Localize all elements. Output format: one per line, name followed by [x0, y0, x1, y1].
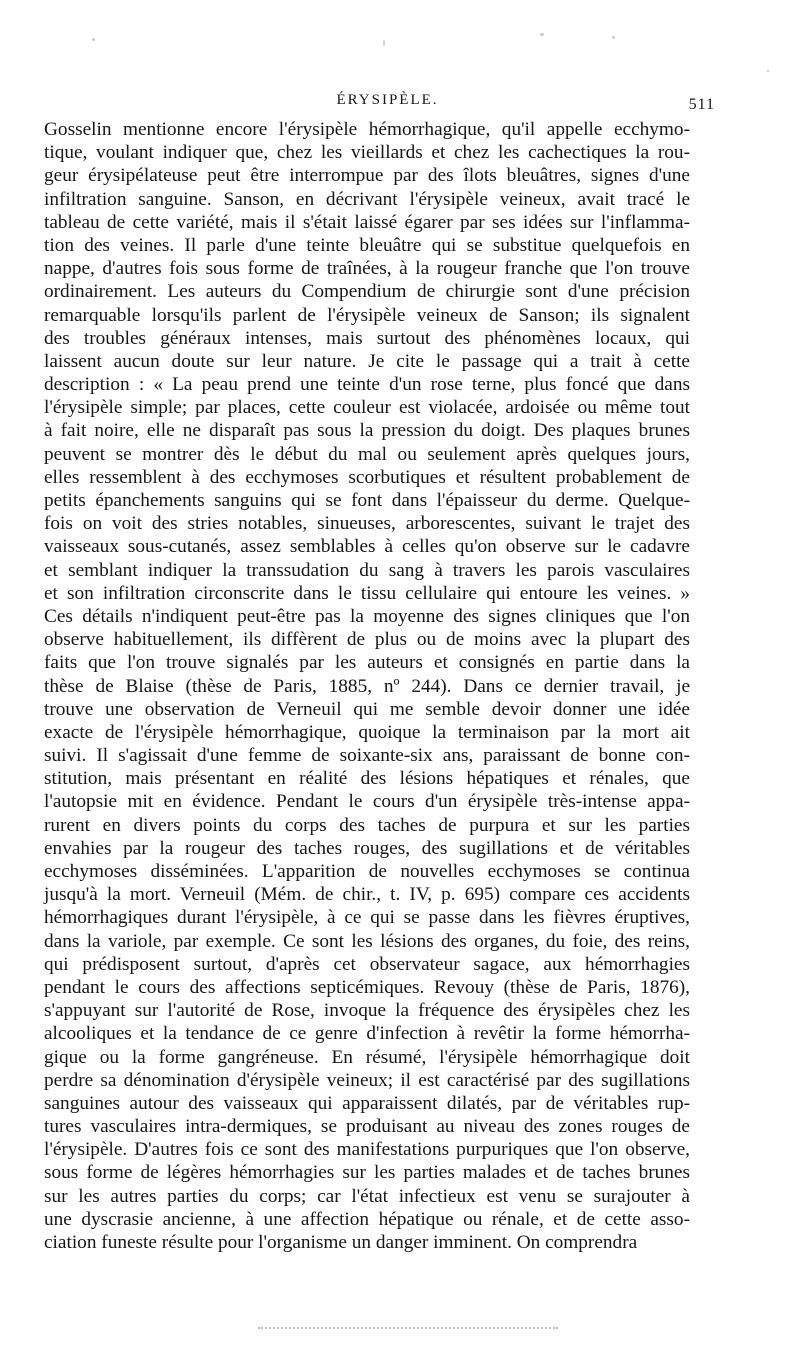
text-line: Gosselin mentionne encore l'érysipèle hémorrhagique, qu'il appelle ecchymo-: [44, 119, 690, 140]
text-line: et semblant indiquer la transsudation du sang à travers les parois vasculaires: [44, 559, 690, 581]
scan-speck: [383, 40, 385, 46]
text-line: description : « La peau prend une teinte d'un rose terne, plus foncé que dans: [44, 374, 690, 396]
text-line: infiltration sanguine. Sanson, en décrivant l'érysipèle veineux, avait tracé le: [44, 188, 690, 210]
body-text: [44, 118, 690, 1254]
scan-speck: [612, 36, 615, 39]
text-line: l'autopsie mit en évidence. Pendant le cours d'un érysipèle très-intense appa-: [44, 791, 690, 813]
text-line: peuvent se montrer dès le début du mal ou seulement après quelques jours,: [44, 443, 690, 465]
text-line: tion des veines. Il parle d'une teinte bleuâtre qui se substitue quelquefois en: [44, 234, 690, 256]
text-line: une dyscrasie ancienne, à une affection hépatique ou rénale, et de cette asso-: [44, 1208, 690, 1230]
page-header: [60, 92, 715, 118]
text-line: stitution, mais présentant en réalité des lésions hépatiques et rénales, que: [44, 768, 690, 790]
text-line: l'érysipèle. D'autres fois ce sont des manifestations purpuriques que l'on observe,: [44, 1139, 690, 1161]
text-line: ciation funeste résulte pour l'organisme un danger imminent. On comprendra: [44, 1232, 638, 1253]
text-line: sous forme de légères hémorrhagies sur les parties malades et de taches brunes: [44, 1162, 690, 1184]
text-line: à fait noire, elle ne disparaît pas sous la pression du doigt. Des plaques brunes: [44, 420, 690, 442]
text-line: geur érysipélateuse peut être interrompue par des îlots bleuâtres, signes d'une: [44, 165, 690, 187]
text-line: envahies par la rougeur des taches rouges, des sugillations et de véritables: [44, 837, 690, 859]
scan-speck: [540, 33, 544, 36]
text-line: vaisseaux sous-cutanés, assez semblables à celles qu'on observe sur le cadavre: [44, 536, 690, 558]
text-line: l'érysipèle simple; par places, cette couleur est violacée, ardoisée ou même tout: [44, 397, 690, 419]
text-line: pendant le cours des affections septicémiques. Revouy (thèse de Paris, 1876),: [44, 976, 690, 998]
text-line: thèse de Blaise (thèse de Paris, 1885, nº 244). Dans ce dernier travail, je: [44, 675, 690, 697]
text-line: laissent aucun doute sur leur nature. Je cite le passage qui a trait à cette: [44, 350, 690, 372]
text-line: trouve une observation de Verneuil qui me semble devoir donner une idée: [44, 698, 690, 720]
text-line: elles ressemblent à des ecchymoses scorbutiques et résultent probablement de: [44, 466, 690, 488]
text-line: hémorrhagiques durant l'érysipèle, à ce qui se passe dans les fièvres éruptives,: [44, 907, 690, 929]
text-line: faits que l'on trouve signalés par les auteurs et consignés en partie dans la: [44, 652, 690, 674]
text-line: dans la variole, par exemple. Ce sont les lésions des organes, du foie, des reins,: [44, 930, 690, 952]
text-line: rurent en divers points du corps des taches de purpura et sur les parties: [44, 814, 690, 836]
page-number: 511: [688, 96, 715, 113]
text-line: petits épanchements sanguins qui se font dans l'épaisseur du derme. Quelque-: [44, 490, 690, 511]
text-line: qui prédisposent surtout, d'après cet observateur sagace, aux hémorrhagies: [44, 953, 690, 975]
text-line: fois on voit des stries notables, sinueuses, arborescentes, suivant le trajet des: [44, 513, 690, 535]
text-line: alcooliques et la tendance de ce genre d'infection à revêtir la forme hémorrha-: [44, 1023, 690, 1045]
text-line: ecchymoses disséminées. L'apparition de nouvelles ecchymoses se continua: [44, 861, 690, 882]
text-line: sur les autres parties du corps; car l'état infectieux est venu se surajouter à: [44, 1185, 690, 1207]
text-line: tique, voulant indiquer que, chez les vieillards et chez les cachectiques la rou-: [44, 142, 690, 164]
scan-speck: [767, 70, 769, 72]
text-line: s'appuyant sur l'autorité de Rose, invoque la fréquence des érysipèles chez les: [44, 1000, 690, 1022]
text-line: suivi. Il s'agissait d'une femme de soixante-six ans, paraissant de bonne con-: [44, 745, 690, 767]
scan-speck: [92, 38, 95, 41]
text-line: Ces détails n'indiquent peut-être pas la moyenne des signes cliniques que l'on: [44, 605, 690, 627]
text-line: nappe, d'autres fois sous forme de traînées, à la rougeur franche que l'on trouve: [44, 258, 690, 280]
text-line: des troubles généraux intenses, mais surtout des phénomènes locaux, qui: [44, 327, 690, 349]
text-line: tures vasculaires intra-dermiques, se produisant au niveau des zones rouges de: [44, 1116, 690, 1138]
text-line: jusqu'à la mort. Verneuil (Mém. de chir., t. IV, p. 695) compare ces accidents: [44, 884, 690, 906]
scan-bottom-artifact: [258, 1327, 558, 1329]
text-line: et son infiltration circonscrite dans le tissu cellulaire qui entoure les veines. »: [44, 582, 690, 604]
running-title: ÉRYSIPÈLE.: [336, 92, 439, 108]
text-line: observe habituellement, ils diffèrent de plus ou de moins avec la plupart des: [44, 629, 690, 651]
text-line: exacte de l'érysipèle hémorrhagique, quoique la terminaison par la mort ait: [44, 721, 690, 743]
text-line: tableau de cette variété, mais il s'était laissé égarer par ses idées sur l'inflamma-: [44, 211, 690, 233]
text-line: perdre sa dénomination d'érysipèle veineux; il est caractérisé par des sugillations: [44, 1069, 690, 1091]
text-line: ordinairement. Les auteurs du Compendium de chirurgie sont d'une précision: [44, 281, 690, 303]
text-line: remarquable lorsqu'ils parlent de l'érysipèle veineux de Sanson; ils signalent: [44, 304, 690, 326]
text-line: sanguines autour des vaisseaux qui apparaissent dilatés, par de véritables rup-: [44, 1092, 690, 1114]
text-line: gique ou la forme gangréneuse. En résumé, l'érysipèle hémorrhagique doit: [44, 1046, 690, 1068]
